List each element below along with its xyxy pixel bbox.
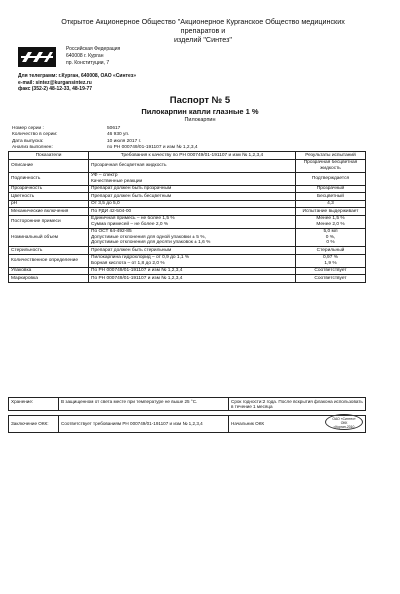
cell-name: Посторонние примеси	[9, 215, 89, 228]
table-row	[9, 267, 366, 275]
stamp-company: ОАО «Синтез»	[332, 417, 356, 421]
product-name: Пилокарпин капли глазные 1 %	[141, 107, 259, 116]
address-street: пр. Конституции, 7	[66, 60, 110, 66]
okk-stamp	[325, 414, 363, 430]
cell-res: 5,0 мл 0 %, 0 %	[296, 228, 366, 247]
cell-name: Количественное определение	[9, 254, 89, 267]
meta-key: Дата выпуска:	[12, 138, 44, 144]
cell-name: Механические включения	[9, 208, 89, 216]
cell-name: pH	[9, 200, 89, 208]
cell-req: Прозрачная бесцветная жидкость	[89, 159, 296, 172]
cell-name: Описание	[9, 159, 89, 172]
okk-head: Начальник ОКК	[229, 416, 366, 433]
okk-label: Заключение ОКК:	[9, 416, 59, 433]
address-country: Российская Федерация	[66, 46, 121, 52]
col-indicator: Показатели	[9, 152, 89, 160]
cell-name: Номинальный объем	[9, 228, 89, 247]
table-header-row	[9, 152, 366, 160]
passport-title: Паспорт № 5	[169, 95, 231, 106]
table-row	[9, 200, 366, 208]
table-row	[9, 185, 366, 193]
cell-name: Подлинность	[9, 172, 89, 185]
cell-res: Прозрачный	[296, 185, 366, 193]
contacts-block	[18, 73, 136, 93]
table-row	[9, 215, 366, 228]
cell-req: Препарат должен быть стерильным	[89, 247, 296, 255]
cell-res: Прозрачная бесцветная жидкость	[296, 159, 366, 172]
batch-meta	[12, 126, 198, 151]
cell-req: Пилокарпина гидрохлорид – от 0,9 до 1,1 % Борная кислота – от 1,8 до 2,0 %	[89, 254, 296, 267]
cell-req: По РН 000749/01-191107 и изм № 1,2,3,4	[89, 275, 296, 283]
cell-name: Упаковка	[9, 267, 89, 275]
table-row	[9, 254, 366, 267]
storage-table	[8, 397, 366, 411]
cell-req: От 3,5 до 5,0	[89, 200, 296, 208]
fax: факс (352-2) 48-12-33, 48-19-77	[18, 86, 93, 92]
cell-res: Подтверждается	[296, 172, 366, 185]
address-city: 640008 г. Курган	[66, 53, 104, 59]
meta-value: 10 июля 2017 г.	[107, 138, 142, 144]
cell-name: Цветность	[9, 193, 89, 201]
cell-req: Единичная примесь – не более 1,5 % Сумма примесей – не более 2,0 %	[89, 215, 296, 228]
meta-key: Номер серии :	[12, 126, 44, 131]
col-results: Результаты испытаний	[296, 152, 366, 160]
table-row	[9, 208, 366, 216]
telegram-address: Для телеграмм: г.Курган, 640008, ОАО «Синтез»	[18, 73, 137, 79]
cell-req: Препарат должен быть прозрачным	[89, 185, 296, 193]
cell-res: Испытание выдерживает	[296, 208, 366, 216]
meta-value: 46 930 уп.	[107, 132, 130, 138]
meta-value: 50617	[107, 126, 121, 131]
cell-name: Маркировка	[9, 275, 89, 283]
table-row	[9, 247, 366, 255]
cell-res: 0,97 % 1,9 %	[296, 254, 366, 267]
storage-text: В защищенном от света месте при температуре не выше 25 °С.	[59, 398, 229, 411]
company-name	[48, 17, 358, 44]
cell-name: Стерильность	[9, 247, 89, 255]
table-row	[9, 172, 366, 185]
cell-req: Препарат должен быть бесцветным	[89, 193, 296, 201]
cell-req: По ОСТ 64-492-85 Допустимые отклонения для одной упаковки ± 5 %, Допустимые отклонения для десяти упаковок ± 1,6 %	[89, 228, 296, 247]
okk-text: Соответствует требованиям РН 000749/01-191107 и изм № 1,2,3,4	[59, 416, 229, 433]
shelf-life: Срок годности:2 года. После вскрытия флакона использовать в течение 1 месяца	[229, 398, 366, 411]
cell-req: УФ – спектр Качественные реакции	[89, 172, 296, 185]
sintez-logo-icon	[18, 47, 56, 67]
okk-table	[8, 415, 366, 433]
cell-res: Соответствует	[296, 275, 366, 283]
storage-label: Хранение:	[9, 398, 59, 411]
quality-table	[8, 151, 366, 283]
cell-res: Стерильный	[296, 247, 366, 255]
meta-key: Анализ выполнен:	[12, 144, 53, 150]
storage-row	[9, 398, 366, 411]
stamp-city: г.Курган-2010	[333, 425, 355, 429]
cell-req: По РН 000749/01-191107 и изм № 1,2,3,4	[89, 267, 296, 275]
cell-res: Менее 1,5 % Менее 2,0 %	[296, 215, 366, 228]
cell-res: Соответствует	[296, 267, 366, 275]
meta-key: Количество в серии:	[12, 132, 58, 138]
company-line-2: изделий "Синтез"	[174, 35, 232, 44]
okk-row	[9, 416, 366, 433]
table-row	[9, 275, 366, 283]
col-requirements: Требования к качеству по РН 000749/01-191107 и изм № 1,2,3,4	[89, 152, 296, 160]
stamp-dept: ОКК	[340, 421, 348, 425]
cell-name: Прозрачность	[9, 185, 89, 193]
cell-res: 4,3	[296, 200, 366, 208]
table-row	[9, 228, 366, 247]
address-block	[66, 46, 120, 67]
company-line-1: Открытое Акционерное Общество "Акционерное Курганское Общество медицинских препаратов и	[61, 17, 345, 35]
inn-name: Пилокарпин	[184, 117, 216, 123]
cell-req: По РДИ 42-504-00	[89, 208, 296, 216]
cell-res: Бесцветный	[296, 193, 366, 201]
table-row	[9, 159, 366, 172]
meta-value: по РН 000749/01-191107 и изм № 1,2,3,4	[107, 144, 198, 150]
email: e-mail: sintez@kurgansintez.ru	[18, 79, 92, 86]
table-row	[9, 193, 366, 201]
